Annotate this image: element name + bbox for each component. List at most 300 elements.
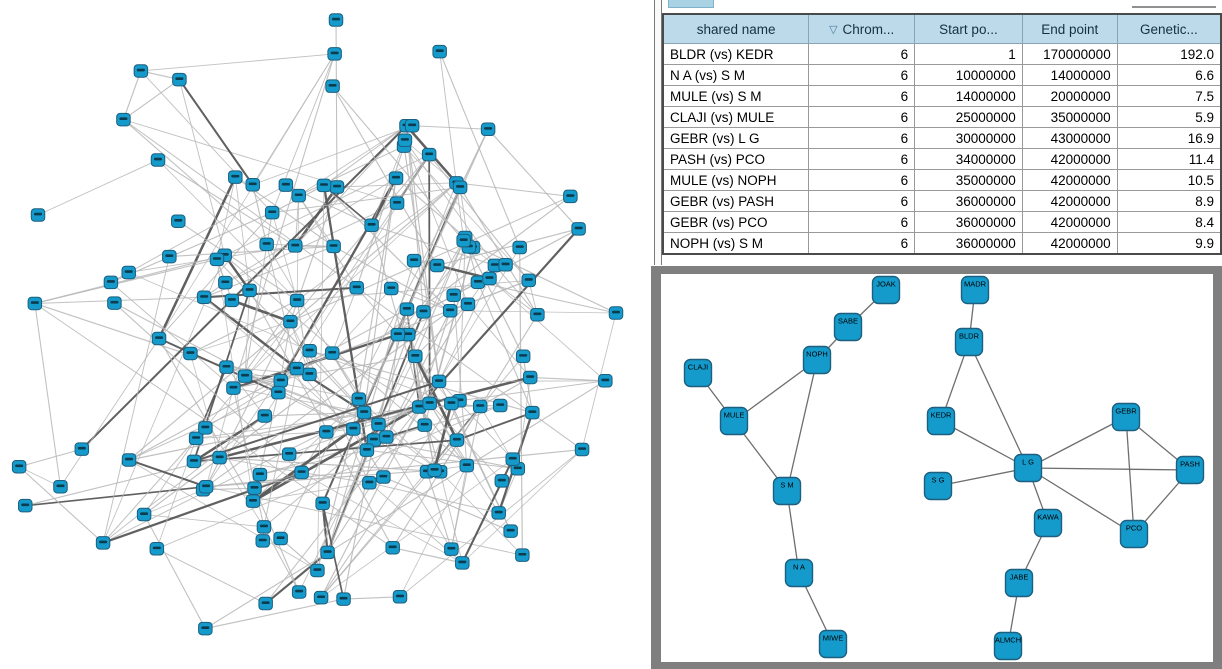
table-row[interactable]	[663, 65, 1221, 86]
table-cell[interactable]: CLAJI (vs) MULE	[663, 107, 809, 128]
overview-node[interactable]	[325, 347, 339, 360]
node-label-smudge	[155, 336, 163, 339]
overview-edge[interactable]	[333, 86, 464, 240]
overview-edge[interactable]	[35, 255, 225, 303]
overview-node[interactable]	[122, 266, 136, 279]
node-label-smudge	[528, 410, 536, 413]
overview-node[interactable]	[137, 508, 151, 521]
overview-node[interactable]	[96, 537, 110, 550]
node-label-smudge	[99, 541, 107, 544]
network-node-claji[interactable]	[685, 360, 712, 387]
overview-node[interactable]	[609, 307, 623, 320]
overview-node[interactable]	[311, 564, 325, 577]
overview-node[interactable]	[303, 345, 317, 358]
network-node-l-g[interactable]	[1015, 455, 1042, 482]
table-row[interactable]	[663, 86, 1221, 107]
table-scroll-artifact	[668, 0, 714, 8]
overview-node[interactable]	[243, 284, 257, 297]
overview-node[interactable]	[220, 361, 234, 374]
overview-node[interactable]	[432, 375, 446, 388]
overview-node[interactable]	[152, 332, 166, 345]
table-cell[interactable]: 6	[809, 149, 915, 170]
overview-edge[interactable]	[488, 129, 579, 229]
overview-node[interactable]	[433, 45, 447, 58]
overview-node[interactable]	[516, 350, 530, 363]
table-row[interactable]	[663, 149, 1221, 170]
table-row[interactable]	[663, 107, 1221, 128]
overview-node[interactable]	[246, 179, 260, 192]
overview-node[interactable]	[320, 426, 334, 439]
overview-node[interactable]	[428, 464, 442, 477]
overview-node[interactable]	[329, 14, 343, 27]
network-node-pco[interactable]	[1121, 521, 1148, 548]
overview-edge[interactable]	[344, 440, 374, 599]
overview-node[interactable]	[443, 304, 457, 317]
node-label-smudge	[125, 458, 133, 461]
table-cell[interactable]: 42000000	[1022, 191, 1117, 212]
overview-edge[interactable]	[333, 86, 438, 265]
overview-node[interactable]	[513, 241, 527, 254]
network-node-s-m[interactable]	[774, 478, 801, 505]
table-cell[interactable]: 6	[809, 170, 915, 191]
overview-node[interactable]	[150, 543, 164, 556]
overview-node[interactable]	[279, 179, 293, 192]
overview-node[interactable]	[274, 532, 288, 545]
network-edge[interactable]	[1028, 417, 1126, 468]
node-label-smudge	[491, 263, 499, 266]
overview-node[interactable]	[445, 397, 459, 410]
node-label-smudge	[34, 213, 42, 216]
node-label-smudge	[137, 69, 145, 72]
table-cell[interactable]: 42000000	[1022, 233, 1117, 255]
table-cell[interactable]: 25000000	[915, 107, 1023, 128]
overview-node[interactable]	[483, 272, 497, 285]
network-node-s-g[interactable]	[925, 473, 952, 500]
table-cell[interactable]: GEBR (vs) PCO	[663, 212, 809, 233]
table-cell[interactable]: 20000000	[1022, 86, 1117, 107]
column-header-genetic[interactable]: Genetic...	[1117, 14, 1221, 44]
overview-node[interactable]	[316, 497, 330, 510]
overview-node[interactable]	[526, 406, 540, 419]
overview-node[interactable]	[210, 253, 224, 265]
node-label-smudge	[374, 422, 382, 425]
table-cell[interactable]: 43000000	[1022, 128, 1117, 149]
node-label: KEDR	[930, 410, 952, 420]
node-label-smudge	[426, 401, 434, 404]
table-cell[interactable]: 8.4	[1117, 212, 1221, 233]
overview-node[interactable]	[314, 591, 328, 604]
overview-node[interactable]	[199, 422, 213, 435]
overview-node[interactable]	[284, 315, 298, 328]
overview-node[interactable]	[227, 382, 241, 395]
table-cell[interactable]: NOPH (vs) S M	[663, 233, 809, 255]
table-row[interactable]	[663, 233, 1221, 255]
overview-node[interactable]	[19, 499, 33, 512]
node-label-smudge	[293, 366, 301, 369]
node-label-smudge	[329, 84, 337, 87]
table-cell[interactable]: 42000000	[1022, 149, 1117, 170]
overview-node[interactable]	[418, 419, 432, 432]
overview-node[interactable]	[265, 206, 279, 219]
overview-node[interactable]	[360, 444, 374, 457]
overview-node[interactable]	[572, 223, 586, 236]
table-cell[interactable]: 10.5	[1117, 170, 1221, 191]
table-cell[interactable]: 35000000	[1022, 107, 1117, 128]
table-cell[interactable]: 1	[915, 44, 1023, 65]
overview-node[interactable]	[461, 298, 475, 311]
table-row[interactable]	[663, 44, 1221, 65]
edge-attribute-table[interactable]	[662, 13, 1222, 255]
node-label-smudge	[260, 525, 268, 528]
overview-node[interactable]	[151, 154, 165, 167]
table-cell[interactable]: 34000000	[915, 149, 1023, 170]
overview-node[interactable]	[199, 622, 213, 635]
overview-node[interactable]	[272, 386, 286, 399]
overview-edge[interactable]	[144, 515, 205, 629]
network-node-jabe[interactable]	[1006, 570, 1033, 597]
node-label-smudge	[56, 485, 64, 488]
overview-node[interactable]	[499, 259, 513, 272]
overview-node[interactable]	[197, 291, 211, 304]
overview-node[interactable]	[407, 254, 421, 267]
edge-table-panel	[651, 0, 1222, 266]
column-header-startpo[interactable]: Start po...	[915, 14, 1023, 44]
node-label-smudge	[433, 263, 441, 266]
table-cell[interactable]: 6	[809, 128, 915, 149]
overview-node[interactable]	[31, 209, 45, 222]
table-cell[interactable]: PASH (vs) PCO	[663, 149, 809, 170]
table-cell[interactable]: 6	[809, 44, 915, 65]
overview-node[interactable]	[28, 297, 42, 310]
overview-node[interactable]	[531, 308, 545, 321]
overview-edge[interactable]	[439, 381, 605, 382]
overview-node[interactable]	[409, 350, 423, 363]
overview-node[interactable]	[495, 475, 509, 488]
overview-node[interactable]	[321, 546, 335, 559]
table-cell[interactable]: 16.9	[1117, 128, 1221, 149]
overview-node[interactable]	[575, 443, 589, 456]
overview-edge[interactable]	[157, 549, 266, 604]
overview-node[interactable]	[447, 289, 461, 302]
overview-node[interactable]	[386, 541, 400, 554]
overview-node[interactable]	[259, 597, 273, 610]
node-label-smudge	[201, 426, 209, 429]
network-node-mule[interactable]	[721, 408, 748, 435]
overview-node[interactable]	[417, 306, 431, 319]
node-label-smudge	[298, 470, 306, 473]
overview-node[interactable]	[445, 543, 459, 556]
node-label-smudge	[601, 379, 609, 382]
network-node-joak[interactable]	[873, 277, 900, 304]
table-cell[interactable]: GEBR (vs) L G	[663, 128, 809, 149]
column-header-endpoint[interactable]: End point	[1022, 14, 1117, 44]
overview-node[interactable]	[384, 282, 398, 295]
overview-node[interactable]	[460, 459, 474, 472]
overview-edge[interactable]	[523, 356, 532, 412]
overview-edge[interactable]	[336, 20, 337, 187]
node-label-smudge	[213, 257, 221, 260]
network-node-almch[interactable]	[995, 633, 1022, 660]
node-label-smudge	[389, 545, 397, 548]
overview-node[interactable]	[564, 190, 578, 203]
table-cell[interactable]: 9.9	[1117, 233, 1221, 255]
detail-network-canvas[interactable]	[661, 274, 1213, 662]
overview-node[interactable]	[522, 274, 536, 287]
overview-node[interactable]	[173, 73, 187, 86]
overview-node[interactable]	[493, 399, 507, 412]
overview-node[interactable]	[390, 197, 404, 210]
overview-edge[interactable]	[144, 515, 264, 527]
table-cell[interactable]: 11.4	[1117, 149, 1221, 170]
overview-node[interactable]	[187, 455, 201, 468]
filter-icon[interactable]: ▽	[829, 23, 838, 36]
overview-node[interactable]	[328, 48, 342, 61]
table-cell[interactable]: 5.9	[1117, 107, 1221, 128]
table-cell[interactable]: 30000000	[915, 128, 1023, 149]
column-header-chrom[interactable]: ▽ Chrom...	[809, 14, 915, 44]
table-cell[interactable]: 36000000	[915, 212, 1023, 233]
overview-node[interactable]	[357, 406, 371, 419]
overview-edge[interactable]	[290, 155, 429, 322]
overview-node[interactable]	[292, 586, 306, 599]
overview-node[interactable]	[391, 328, 405, 341]
overview-node[interactable]	[225, 294, 239, 307]
overview-node[interactable]	[352, 393, 366, 406]
table-row[interactable]	[663, 128, 1221, 149]
overview-edge[interactable]	[344, 597, 400, 599]
overview-edge[interactable]	[253, 126, 412, 185]
node-label-smudge	[286, 319, 294, 322]
table-row[interactable]	[663, 212, 1221, 233]
overview-edge[interactable]	[456, 183, 570, 197]
table-cell[interactable]: 35000000	[915, 170, 1023, 191]
overview-node[interactable]	[330, 181, 344, 194]
overview-node[interactable]	[326, 80, 340, 93]
overview-node[interactable]	[453, 181, 467, 194]
node-label-smudge	[216, 455, 224, 458]
table-cell[interactable]: 14000000	[915, 86, 1023, 107]
overview-node[interactable]	[365, 219, 379, 232]
overview-node[interactable]	[506, 453, 520, 466]
network-node-madr[interactable]	[962, 277, 989, 304]
overview-edge[interactable]	[38, 160, 158, 215]
node-label-smudge	[349, 427, 357, 430]
table-cell[interactable]: 6	[809, 191, 915, 212]
node-label-smudge	[533, 313, 541, 316]
overview-node[interactable]	[290, 294, 304, 307]
overview-edge[interactable]	[158, 160, 295, 246]
overview-edge[interactable]	[179, 80, 252, 185]
overview-edge[interactable]	[299, 146, 404, 196]
table-cell[interactable]: GEBR (vs) PASH	[663, 191, 809, 212]
overview-edge[interactable]	[478, 282, 532, 412]
overview-node[interactable]	[199, 480, 213, 493]
overview-node[interactable]	[122, 454, 136, 467]
node-label-smudge	[285, 452, 293, 455]
detail-network-viewport	[661, 274, 1213, 662]
table-cell[interactable]: 10000000	[915, 65, 1023, 86]
network-node-kawa[interactable]	[1035, 510, 1062, 537]
overview-node[interactable]	[12, 460, 25, 473]
node-label-smudge	[295, 590, 303, 593]
node-label-smudge	[305, 372, 313, 375]
overview-node[interactable]	[54, 480, 68, 493]
overview-node[interactable]	[523, 371, 537, 384]
overview-edge[interactable]	[123, 71, 140, 120]
overview-node[interactable]	[108, 297, 122, 310]
overview-node[interactable]	[372, 418, 386, 431]
overview-node[interactable]	[213, 451, 227, 464]
overview-node[interactable]	[450, 434, 464, 447]
overview-node[interactable]	[219, 276, 233, 289]
network-edge[interactable]	[787, 360, 817, 491]
table-cell[interactable]: N A (vs) S M	[663, 65, 809, 86]
network-node-pash[interactable]	[1177, 457, 1204, 484]
overview-edge[interactable]	[460, 129, 488, 187]
overview-node[interactable]	[423, 397, 437, 410]
table-cell[interactable]: MULE (vs) NOPH	[663, 170, 809, 191]
overview-node[interactable]	[256, 535, 270, 548]
overview-edge[interactable]	[159, 339, 253, 502]
node-label-smudge	[222, 365, 230, 368]
network-edge[interactable]	[969, 342, 1028, 468]
overview-node[interactable]	[257, 521, 271, 534]
overview-node[interactable]	[238, 370, 252, 383]
overview-node[interactable]	[184, 347, 198, 360]
overview-edge[interactable]	[451, 406, 480, 549]
network-node-gebr[interactable]	[1113, 404, 1140, 431]
overview-node[interactable]	[492, 507, 506, 520]
overview-edge[interactable]	[530, 377, 605, 380]
overview-node[interactable]	[246, 495, 259, 508]
overview-node[interactable]	[258, 410, 272, 423]
node-label-smudge	[261, 414, 269, 417]
overview-node[interactable]	[377, 471, 391, 484]
overview-node[interactable]	[327, 240, 341, 253]
overview-node[interactable]	[253, 468, 266, 481]
table-cell[interactable]: 36000000	[915, 191, 1023, 212]
overview-node[interactable]	[274, 375, 288, 388]
overview-node[interactable]	[405, 119, 419, 132]
network-node-noph[interactable]	[804, 347, 831, 374]
table-cell[interactable]: 42000000	[1022, 170, 1117, 191]
node-label: S M	[780, 480, 794, 490]
overview-node[interactable]	[393, 591, 407, 604]
table-cell[interactable]: 6	[809, 212, 915, 233]
overview-edge[interactable]	[179, 80, 224, 256]
overview-node[interactable]	[248, 482, 262, 495]
overview-node[interactable]	[303, 368, 317, 381]
overview-node[interactable]	[389, 172, 403, 185]
overview-edge[interactable]	[141, 54, 335, 71]
overview-node[interactable]	[430, 259, 444, 272]
table-cell[interactable]: 42000000	[1022, 212, 1117, 233]
overview-node[interactable]	[295, 466, 309, 479]
node-label-smudge	[319, 501, 327, 504]
network-node-kedr[interactable]	[928, 408, 955, 435]
overview-node[interactable]	[337, 593, 351, 606]
overview-node[interactable]	[289, 240, 303, 253]
overview-node[interactable]	[347, 423, 361, 436]
overview-node[interactable]	[260, 238, 274, 251]
node-label: SABE	[837, 316, 859, 326]
table-cell[interactable]: 6	[809, 65, 915, 86]
overview-edge[interactable]	[123, 80, 179, 120]
overview-node[interactable]	[599, 375, 613, 388]
overview-node[interactable]	[422, 148, 436, 161]
overview-node[interactable]	[504, 525, 517, 538]
overview-node[interactable]	[290, 362, 304, 375]
table-cell[interactable]: 8.9	[1117, 191, 1221, 212]
table-cell[interactable]: 6	[809, 233, 915, 255]
table-cell[interactable]: MULE (vs) S M	[663, 86, 809, 107]
overview-node[interactable]	[363, 477, 377, 490]
column-header-sharedname[interactable]: shared name	[663, 14, 809, 44]
overview-node[interactable]	[398, 134, 412, 147]
overview-node[interactable]	[75, 443, 89, 456]
node-label-smudge	[421, 423, 429, 426]
table-row[interactable]	[663, 170, 1221, 191]
overview-node[interactable]	[172, 215, 186, 228]
overview-node[interactable]	[292, 189, 306, 202]
overview-edge[interactable]	[412, 126, 488, 130]
table-cell[interactable]: 6	[809, 107, 915, 128]
overview-node[interactable]	[456, 557, 470, 570]
network-node-miwe[interactable]	[820, 631, 847, 658]
table-cell[interactable]: BLDR (vs) KEDR	[663, 44, 809, 65]
overview-node[interactable]	[380, 431, 394, 444]
overview-node[interactable]	[400, 303, 414, 316]
table-body	[663, 44, 1221, 255]
overview-edge[interactable]	[19, 449, 82, 467]
node-label-smudge	[78, 447, 86, 450]
table-cell[interactable]: 14000000	[1022, 65, 1117, 86]
overview-node[interactable]	[317, 179, 331, 192]
network-edge[interactable]	[1028, 468, 1190, 470]
overview-node[interactable]	[163, 250, 177, 263]
overview-node[interactable]	[117, 113, 131, 126]
table-cell[interactable]: 170000000	[1022, 44, 1117, 65]
table-cell[interactable]: 6	[809, 86, 915, 107]
overview-node[interactable]	[229, 171, 243, 184]
node-label-smudge	[419, 310, 427, 313]
table-cell[interactable]: 36000000	[915, 233, 1023, 255]
overview-node[interactable]	[457, 234, 471, 247]
overview-edge[interactable]	[169, 246, 333, 256]
table-cell[interactable]: 192.0	[1117, 44, 1221, 65]
table-row[interactable]	[663, 191, 1221, 212]
overview-edge[interactable]	[489, 278, 605, 380]
table-cell[interactable]: 7.5	[1117, 86, 1221, 107]
node-label-smudge	[353, 286, 361, 289]
overview-node[interactable]	[282, 448, 296, 461]
node-label-smudge	[263, 242, 271, 245]
network-node-bldr[interactable]	[956, 329, 983, 356]
overview-node[interactable]	[350, 281, 364, 294]
network-node-n-a[interactable]	[786, 560, 813, 587]
overview-node[interactable]	[473, 400, 487, 413]
table-cell[interactable]: 6.6	[1117, 65, 1221, 86]
network-node-sabe[interactable]	[835, 314, 862, 341]
network-edge[interactable]	[1126, 417, 1134, 534]
overview-node[interactable]	[134, 65, 148, 78]
overview-node[interactable]	[481, 123, 495, 136]
overview-node[interactable]	[516, 549, 530, 562]
node-label: CLAJI	[687, 362, 709, 372]
overview-node[interactable]	[104, 276, 118, 289]
node-label: MADR	[963, 279, 987, 289]
overview-edge[interactable]	[123, 120, 266, 245]
